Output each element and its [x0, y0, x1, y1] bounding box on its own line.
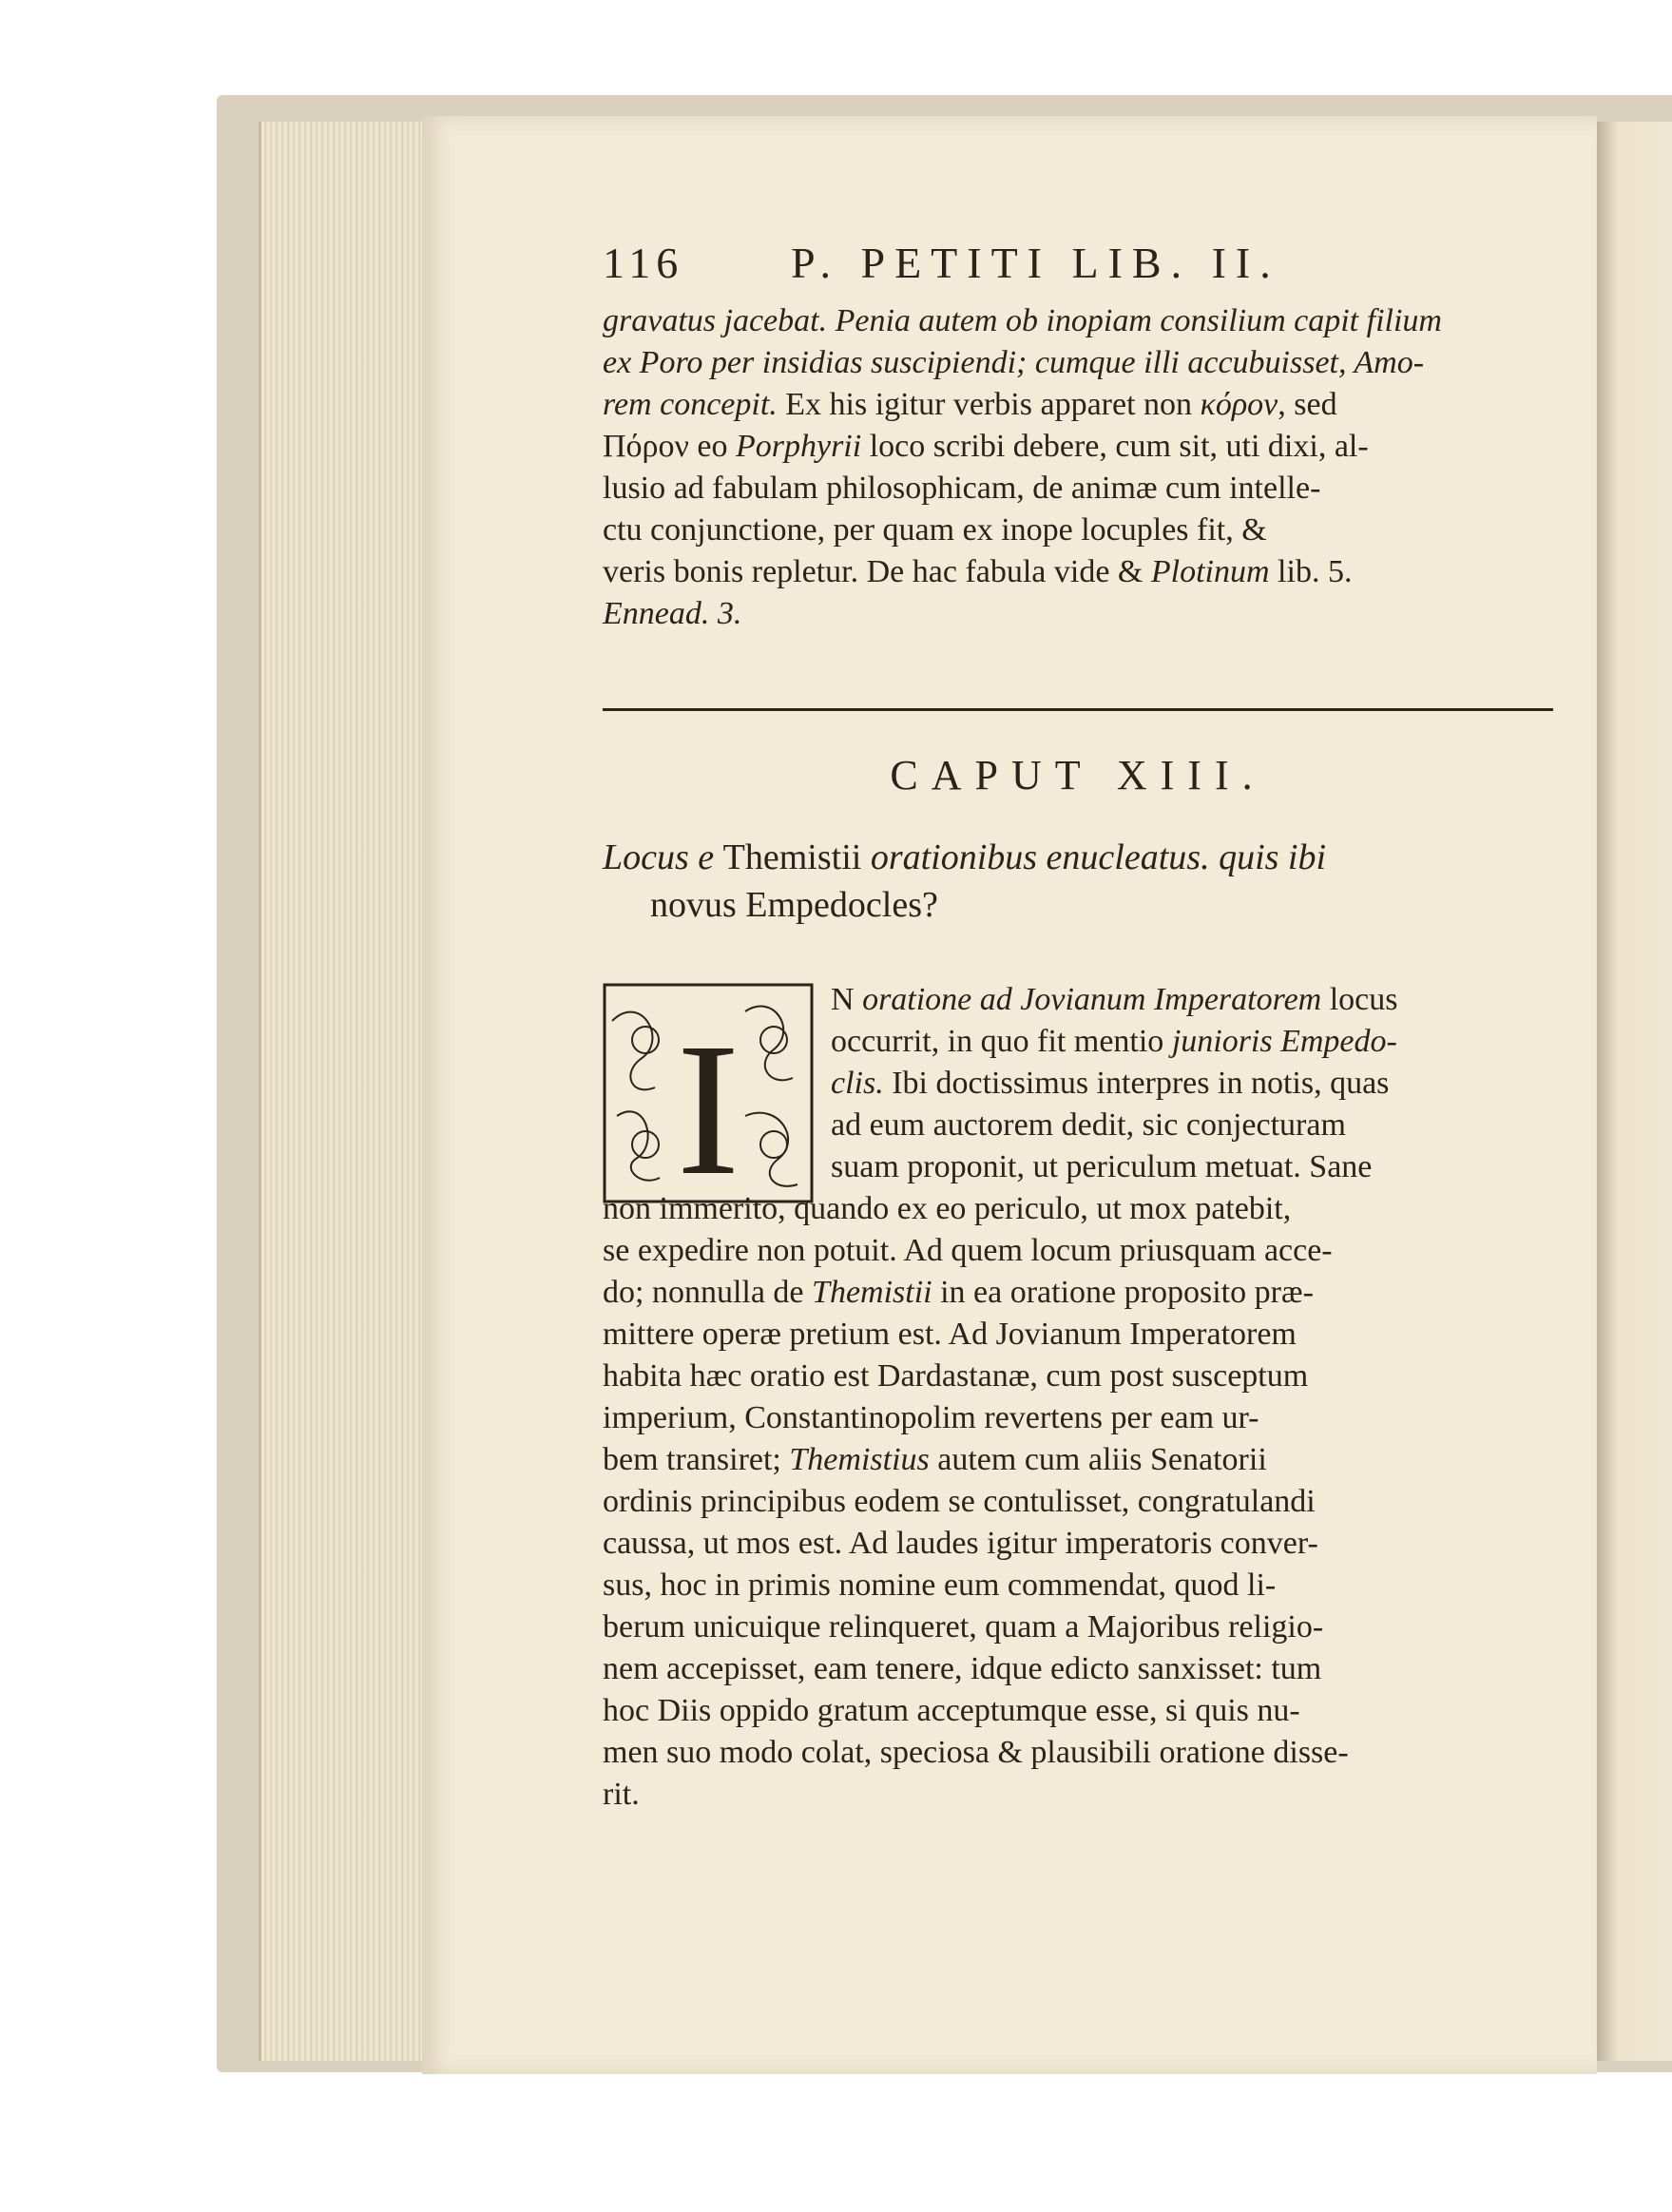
- body-line: [603, 1439, 1267, 1481]
- body-line: [603, 1648, 1321, 1690]
- body-segment: clis.: [831, 1066, 884, 1101]
- facing-page-edge: [1597, 122, 1672, 2061]
- body-segment: autem cum aliis Senatorii: [929, 1442, 1267, 1477]
- body-line: [603, 1356, 1308, 1397]
- top_paragraph-line: [603, 342, 1424, 384]
- body-segment: Themistius: [789, 1442, 930, 1477]
- body-segment: caussa, ut mos est. Ad laudes igitur imperatoris conver-: [603, 1526, 1318, 1561]
- body-line: [831, 979, 1398, 1021]
- summary-line: [603, 837, 1326, 878]
- top_paragraph-segment: veris bonis repletur. De hac fabula vide &: [603, 554, 1151, 589]
- body-segment: suam proponit, ut periculum metuat. Sane: [831, 1149, 1373, 1184]
- body-line: [603, 1732, 1349, 1774]
- summary-line: [650, 884, 938, 926]
- top_paragraph-segment: Ennead. 3.: [603, 596, 742, 631]
- decorated-initial: [603, 983, 814, 1203]
- body-line: [831, 1021, 1397, 1063]
- body-segment: in ea oratione proposito præ-: [932, 1275, 1314, 1310]
- body-segment: hoc Diis oppido gratum acceptumque esse, si quis nu-: [603, 1693, 1300, 1728]
- body-line: [603, 1523, 1318, 1565]
- body-segment: Themistii: [812, 1275, 932, 1310]
- top_paragraph-segment: Penia autem ob inopiam consilium capit filium: [835, 303, 1442, 338]
- body-line: [831, 1146, 1372, 1188]
- body-segment: berum unicuique relinqueret, quam a Majoribus religio-: [603, 1609, 1324, 1645]
- top_paragraph-segment: gravatus jacebat.: [603, 303, 836, 338]
- top_paragraph-line: [603, 510, 1267, 551]
- top_paragraph-segment: Πόρον eo: [603, 429, 736, 464]
- top_paragraph-segment: lib. 5.: [1269, 554, 1353, 589]
- top_paragraph-line: [603, 426, 1369, 468]
- body-segment: bem transiret;: [603, 1442, 790, 1477]
- body-line: [603, 1397, 1259, 1439]
- summary-segment: Locus e: [603, 837, 723, 877]
- body-line: [603, 1774, 640, 1816]
- body-segment: imperium, Constantinopolim revertens per eam ur-: [603, 1400, 1259, 1435]
- running-title: P. PETITI LIB. II.: [791, 239, 1280, 287]
- summary-segment: orationibus enucleatus. quis ibi: [870, 837, 1327, 877]
- top_paragraph-line: [603, 300, 1442, 342]
- body-segment: habita hæc oratio est Dardastanæ, cum post susceptum: [603, 1358, 1309, 1394]
- body-line: [603, 1272, 1314, 1314]
- body-segment: men suo modo colat, speciosa & plausibili oratione disse-: [603, 1735, 1349, 1770]
- body-line: [603, 1606, 1323, 1648]
- top_paragraph-segment: ex Poro per insidias suscipiendi; cumque illi accubuisset, Amo-: [603, 345, 1425, 380]
- initial-letter: I: [676, 1005, 740, 1203]
- top_paragraph-line: [603, 551, 1352, 593]
- running-header: [603, 238, 1553, 295]
- top_paragraph-line: [603, 384, 1337, 426]
- body-segment: locus: [1321, 982, 1398, 1017]
- body-segment: ad eum auctorem dedit, sic conjecturam: [831, 1107, 1346, 1143]
- body-segment: nem accepisset, eam tenere, idque edicto sanxisset: tum: [603, 1651, 1322, 1686]
- body-line: [831, 1063, 1389, 1105]
- body-segment: do; nonnulla de: [603, 1275, 813, 1310]
- summary-segment: Themistii: [722, 837, 871, 877]
- body-segment: sus, hoc in primis nomine eum commendat, quod li-: [603, 1568, 1277, 1603]
- top_paragraph-segment: κόρον: [1200, 387, 1278, 422]
- body-line: [603, 1188, 1291, 1230]
- body-line: [603, 1565, 1276, 1606]
- top_paragraph-segment: ctu conjunctione, per quam ex inope locuples fit, &: [603, 512, 1267, 548]
- top_paragraph-segment: Porphyrii: [735, 429, 862, 464]
- body-line: [831, 1105, 1346, 1146]
- body-segment: rit.: [603, 1777, 640, 1812]
- body-segment: mittere operæ pretium est. Ad Jovianum Imperatorem: [603, 1317, 1297, 1352]
- top_paragraph-line: [603, 593, 741, 635]
- top_paragraph-line: [603, 468, 1320, 510]
- page-number: 116: [603, 239, 684, 287]
- body-segment: occurrit, in quo fit mentio: [831, 1024, 1172, 1059]
- body-segment: ordinis principibus eodem se contulisset, congratulandi: [603, 1484, 1316, 1519]
- top_paragraph-segment: Ex his igitur verbis apparet non: [785, 387, 1201, 422]
- section-rule: [603, 708, 1553, 711]
- body-line: [603, 1230, 1333, 1272]
- body-segment: Ibi doctissimus interpres in notis, quas: [883, 1066, 1390, 1101]
- body-line: [603, 1481, 1316, 1523]
- chapter-heading: CAPUT XIII.: [890, 752, 1266, 798]
- body-segment: oratione ad Jovianum Imperatorem: [862, 982, 1322, 1017]
- top_paragraph-segment: rem concepit.: [603, 387, 786, 422]
- top_paragraph-segment: loco scribi debere, cum sit, uti dixi, al-: [861, 429, 1369, 464]
- top_paragraph-segment: lusio ad fabulam philosophicam, de animæ cum intelle-: [603, 471, 1321, 506]
- body-segment: junioris Empedo-: [1171, 1024, 1397, 1059]
- top_paragraph-segment: Plotinum: [1150, 554, 1270, 589]
- body-segment: se expedire non potuit. Ad quem locum priusquam acce-: [603, 1233, 1333, 1268]
- page-edges: [259, 122, 429, 2061]
- summary-segment: novus Empedocles?: [650, 885, 938, 925]
- body-line: [603, 1690, 1300, 1732]
- body-segment: non immerito, quando ex eo periculo, ut mox patebit,: [603, 1191, 1292, 1226]
- body-line: [603, 1314, 1297, 1356]
- body-segment: N: [831, 982, 863, 1017]
- top_paragraph-segment: , sed: [1278, 387, 1337, 422]
